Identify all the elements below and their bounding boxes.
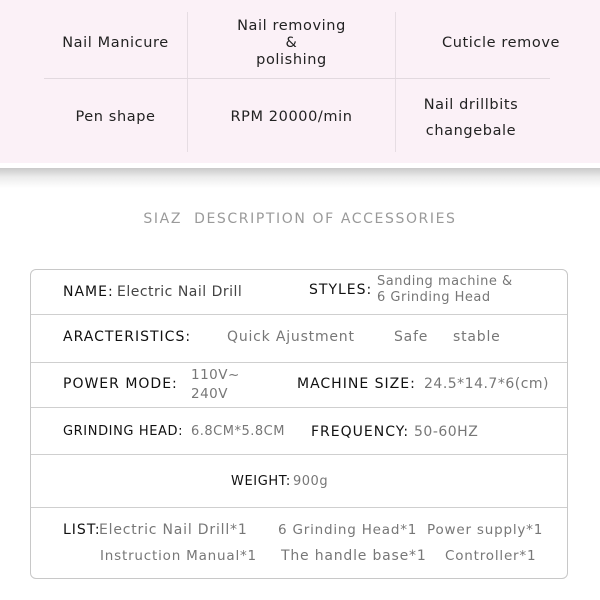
feature-pen-shape: Pen shape (75, 109, 156, 125)
feature-drillbits-changeable: Nail drillbits changebale (423, 96, 519, 139)
row-divider (31, 507, 567, 508)
characteristics-label: ARACTERISTICS: (63, 329, 192, 345)
characteristic-safe: Safe (394, 329, 429, 345)
machine-size-label: MACHINE SIZE: (297, 376, 416, 392)
section-shadow (0, 168, 600, 188)
grinding-head-label: GRINDING HEAD: (63, 424, 184, 439)
list-item-power-supply: Power supply*1 (427, 522, 544, 538)
section-title: SIAZ DESCRIPTION OF ACCESSORIES (143, 211, 457, 227)
list-item-controller: Controller*1 (445, 548, 537, 564)
list-label: LIST: (63, 522, 101, 538)
frequency-label: FREQUENCY: (311, 424, 410, 440)
characteristic-stable: stable (453, 329, 501, 345)
weight-label: WEIGHT: (231, 474, 291, 489)
machine-size-value: 24.5*14.7*6(cm) (424, 376, 550, 392)
power-mode-value-line1: 110V~ (191, 367, 240, 383)
power-mode-value-line2: 240V (191, 386, 229, 402)
spec-table (30, 269, 568, 579)
feature-nail-removing-polishing: Nail removing & polishing (237, 17, 346, 68)
name-value: Electric Nail Drill (117, 284, 243, 300)
feature-cuticle-remove: Cuticle remove (442, 34, 561, 51)
frequency-value: 50-60HZ (414, 424, 479, 440)
list-item-instruction-manual: Instruction Manual*1 (100, 548, 257, 564)
features-grid (44, 8, 561, 156)
list-item-handle-base: The handle base*1 (281, 548, 427, 564)
row-divider (31, 362, 567, 363)
weight-value: 900g (293, 474, 329, 489)
list-item-electric-nail-drill: Electric Nail Drill*1 (99, 522, 248, 538)
feature-nail-manicure: Nail Manicure (62, 34, 169, 51)
styles-label: STYLES: (309, 282, 373, 298)
row-divider (31, 454, 567, 455)
styles-value-line1: Sanding machine & (377, 274, 513, 289)
feature-rpm: RPM 20000/min (230, 109, 353, 125)
power-mode-label: POWER MODE: (63, 376, 178, 392)
row-divider (31, 407, 567, 408)
grinding-head-value: 6.8CM*5.8CM (191, 424, 285, 439)
features-panel (0, 0, 600, 163)
list-item-grinding-head: 6 Grinding Head*1 (278, 522, 418, 538)
name-label: NAME: (63, 284, 114, 300)
row-divider (31, 314, 567, 315)
styles-value-line2: 6 Grinding Head (377, 290, 491, 305)
characteristic-quick-adjustment: Quick Ajustment (227, 329, 355, 345)
